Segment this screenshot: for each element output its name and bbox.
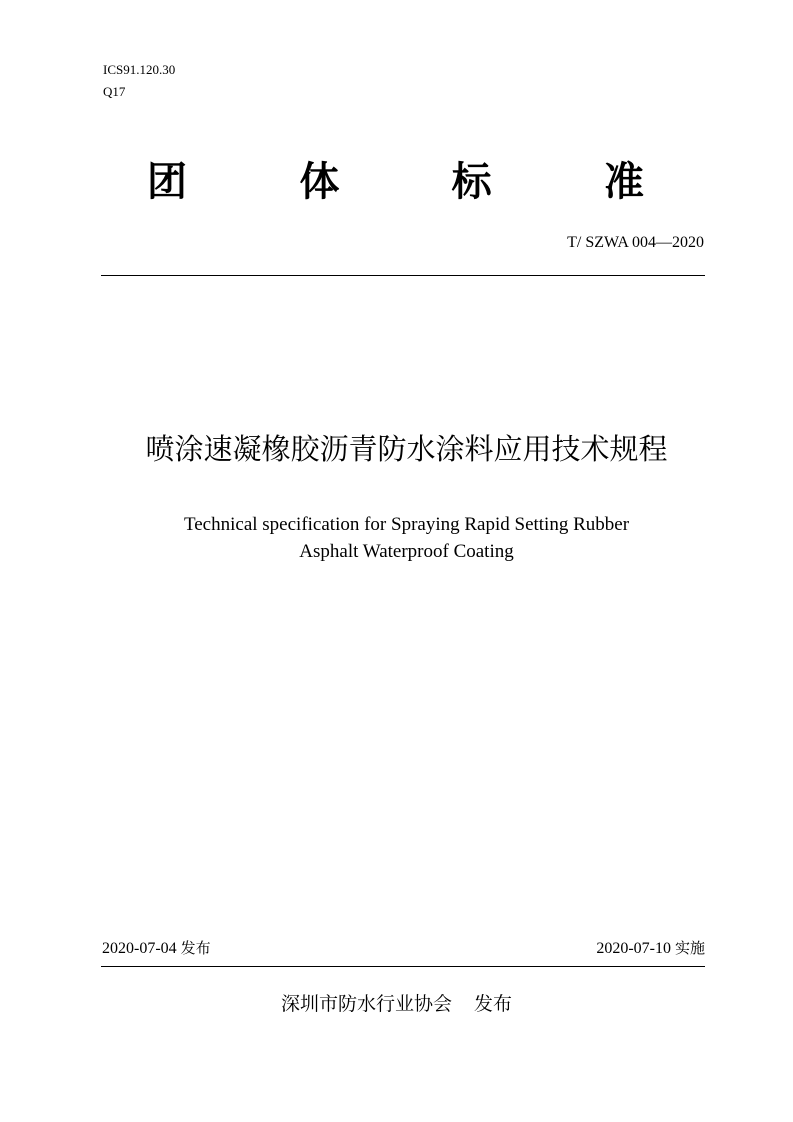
issue-date-label: 发布: [180, 939, 211, 957]
standard-type-char-2: 体: [299, 159, 340, 205]
bottom-divider: [101, 966, 705, 967]
publisher-action: 发布: [474, 993, 513, 1015]
issue-date: [102, 937, 211, 960]
standard-type-char-3: 标: [451, 159, 492, 205]
standard-type-heading: [147, 156, 644, 208]
top-divider: [101, 275, 705, 276]
title-chinese: 喷涂速凝橡胶沥青防水涂料应用技术规程: [145, 432, 668, 466]
ics-code: ICS91.120.30: [103, 62, 176, 77]
publisher-name: 深圳市防水行业协会: [280, 993, 452, 1015]
implementation-date-label: 实施: [674, 939, 705, 957]
title-english-line-1: Technical specification for Spraying Rapid Setting Rubber: [183, 514, 630, 535]
implementation-date: [596, 937, 705, 960]
standard-type-char-1: 团: [147, 159, 187, 205]
title-english-line-2: Asphalt Waterproof Coating: [299, 541, 514, 562]
issue-date-value: 2020-07-04: [102, 940, 177, 957]
ccs-code: Q17: [103, 84, 126, 99]
implementation-date-value: 2020-07-10: [596, 940, 671, 957]
publisher-line: [0, 990, 793, 1018]
standard-type-char-4: 准: [603, 159, 644, 205]
standard-number: T/ SZWA 004—2020: [567, 234, 704, 251]
